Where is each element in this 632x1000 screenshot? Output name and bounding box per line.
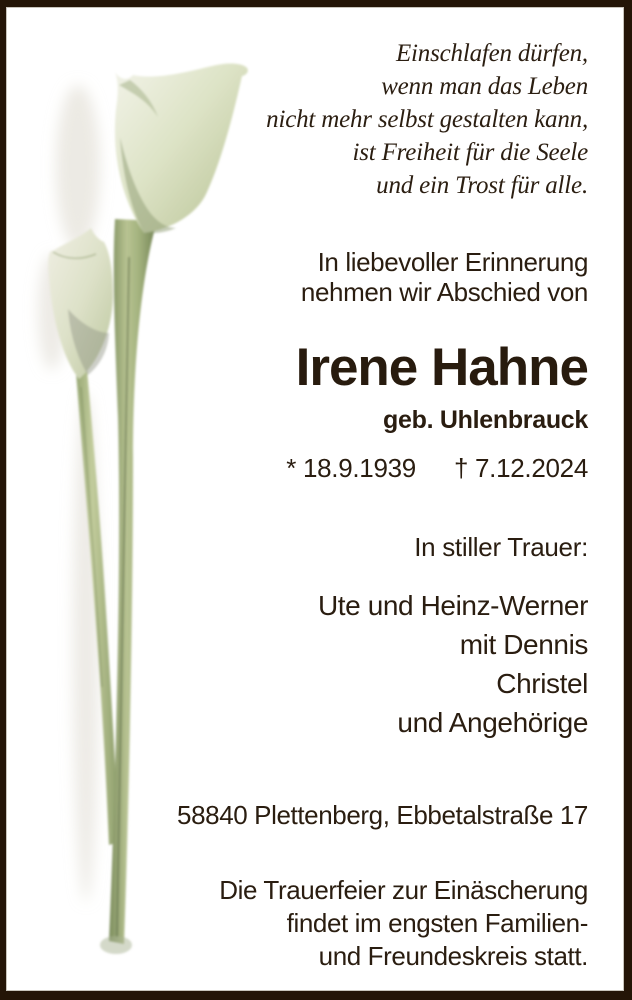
mourner-line: und Angehörige: [397, 707, 588, 738]
poem-line: und ein Trost für alle.: [376, 172, 588, 199]
deceased-name: Irene Hahne: [295, 338, 588, 397]
poem-line: nicht mehr selbst gestalten kann,: [266, 106, 588, 133]
poem-line: ist Freiheit für die Seele: [352, 139, 588, 166]
intro-text: [76, 247, 588, 307]
address: 58840 Plettenberg, Ebbetalstraße 17: [177, 800, 588, 830]
mourner-line: mit Dennis: [459, 629, 588, 660]
maiden-name: geb. Uhlenbrauck: [383, 406, 588, 434]
poem: [76, 37, 588, 202]
intro-line: In liebevoller Erinnerung: [317, 247, 588, 277]
poem-line: Einschlafen dürfen,: [395, 40, 588, 67]
mourning-label: In stiller Trauer:: [414, 532, 588, 562]
mourners-list: [76, 586, 588, 742]
poem-line: wenn man das Leben: [381, 73, 588, 100]
intro-line: nehmen wir Abschied von: [300, 277, 588, 307]
funeral-line: Die Trauerfeier zur Einäscherung: [219, 875, 588, 905]
birth-date: * 18.9.1939: [286, 453, 416, 483]
funeral-line: und Freundeskreis statt.: [318, 941, 588, 971]
funeral-info: [76, 874, 588, 973]
funeral-line: findet im engsten Familien-: [286, 908, 588, 938]
death-date: † 7.12.2024: [453, 453, 588, 483]
life-dates: [76, 455, 588, 482]
mourner-line: Ute und Heinz-Werner: [317, 590, 588, 621]
notice-text: [76, 7, 588, 973]
mourner-line: Christel: [496, 668, 588, 699]
